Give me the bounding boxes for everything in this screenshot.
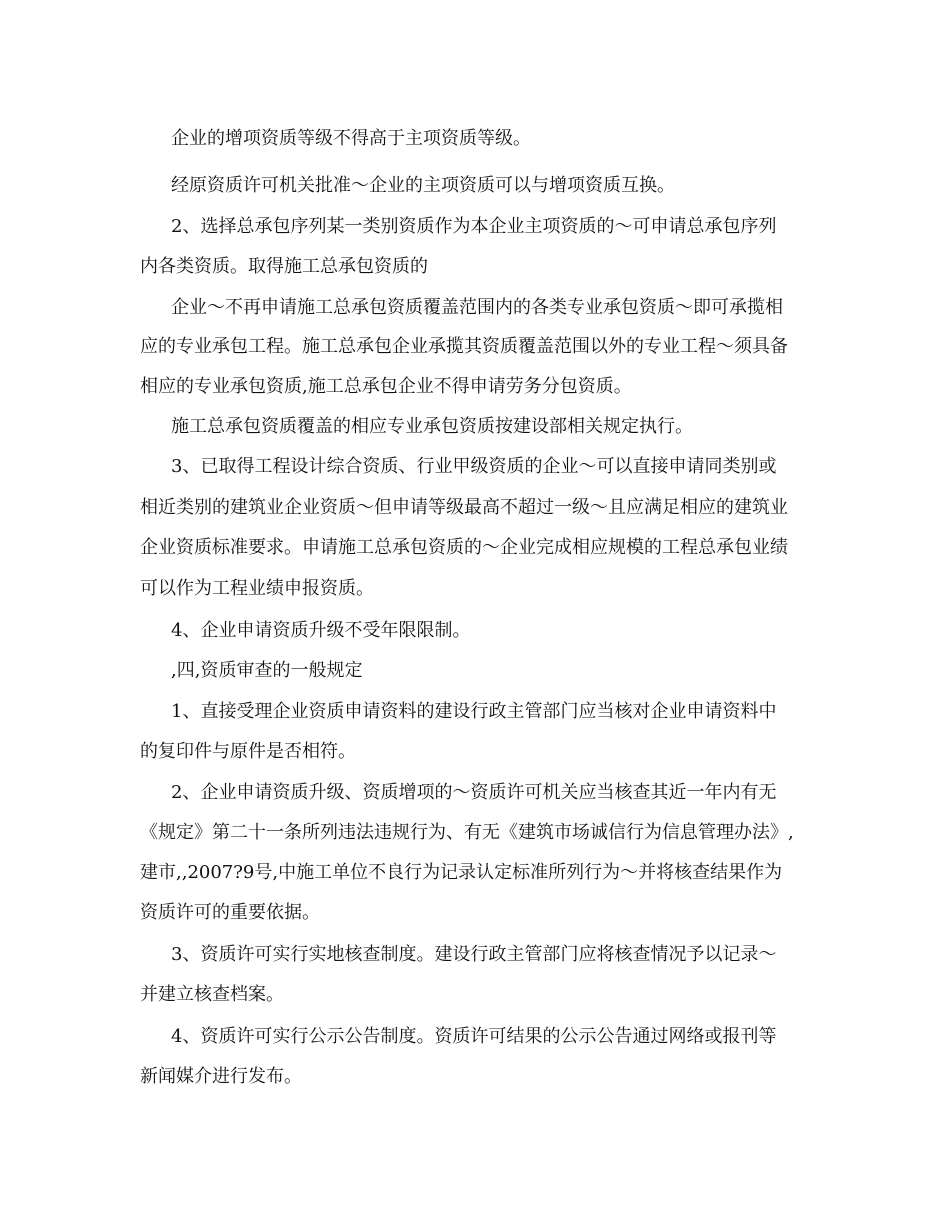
text-line: 经原资质许可机关批准～企业的主项资质可以与增项资质互换。 xyxy=(171,175,675,196)
text-line: 相应的专业承包资质,施工总承包企业不得申请劳务分包资质。 xyxy=(140,376,632,397)
text-line: 企业～不再申请施工总承包资质覆盖范围内的各类专业承包资质～即可承揽相 xyxy=(171,297,783,318)
text-line: 相近类别的建筑业企业资质～但申请等级最高不超过一级～且应满足相应的建筑业 xyxy=(140,497,788,518)
text-line: 企业资质标准要求。申请施工总承包资质的～企业完成相应规模的工程总承包业绩 xyxy=(140,537,788,558)
text-line: 新闻媒介进行发布。 xyxy=(140,1066,302,1087)
text-line: 3、已取得工程设计综合资质、行业甲级资质的企业～可以直接申请同类别或 xyxy=(171,456,777,477)
text-line: 建市,,2007?9号,中施工单位不良行为记录认定标准所列行为～并将核查结果作为 xyxy=(140,862,783,883)
text-line: 并建立核查档案。 xyxy=(140,984,284,1005)
text-line: 施工总承包资质覆盖的相应专业承包资质按建设部相关规定执行。 xyxy=(171,416,693,437)
text-line: 应的专业承包工程。施工总承包企业承揽其资质覆盖范围以外的专业工程～须具备 xyxy=(140,336,788,357)
text-line: 内各类资质。取得施工总承包资质的 xyxy=(140,256,428,277)
text-line: 3、资质许可实行实地核查制度。建设行政主管部门应将核查情况予以记录～ xyxy=(171,944,777,965)
text-line: 4、企业申请资质升级不受年限限制。 xyxy=(171,620,471,641)
text-line: 资质许可的重要依据。 xyxy=(140,902,320,923)
text-line: 2、选择总承包序列某一类别资质作为本企业主项资质的～可申请总承包序列 xyxy=(171,216,777,237)
section-heading: ,四,资质审查的一般规定 xyxy=(171,660,363,681)
text-line: 《规定》第二十一条所列违法违规行为、有无《建筑市场诚信行为信息管理办法》, xyxy=(140,822,794,843)
text-line: 企业的增项资质等级不得高于主项资质等级。 xyxy=(171,128,531,149)
text-line: 可以作为工程业绩申报资质。 xyxy=(140,578,374,599)
text-line: 1、直接受理企业资质申请资料的建设行政主管部门应当核对企业申请资料中 xyxy=(171,701,777,722)
text-line: 2、企业申请资质升级、资质增项的～资质许可机关应当核查其近一年内有无 xyxy=(171,782,777,803)
text-line: 4、资质许可实行公示公告制度。资质许可结果的公示公告通过网络或报刊等 xyxy=(171,1026,777,1047)
text-line: 的复印件与原件是否相符。 xyxy=(140,741,356,762)
